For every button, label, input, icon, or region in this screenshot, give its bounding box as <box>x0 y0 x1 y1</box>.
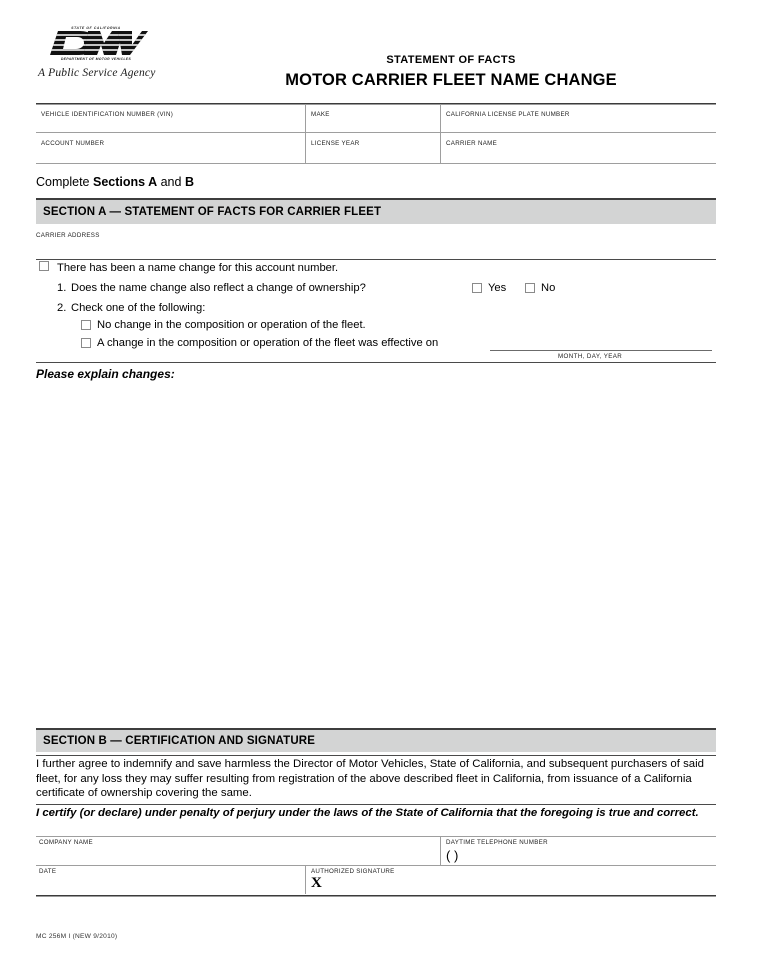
textarea-explain-changes[interactable] <box>38 386 718 716</box>
form-number-footer: MC 256M I (NEW 9/2010) <box>36 933 118 940</box>
title-block <box>186 54 716 90</box>
input-company-name[interactable] <box>39 848 438 863</box>
label-composition-change: A change in the composition or operation of the fleet was effective on <box>97 337 439 349</box>
logo-department-text: DEPARTMENT OF MOTOR VEHICLES <box>60 57 132 61</box>
label-plate: CALIFORNIA LICENSE PLATE NUMBER <box>446 111 570 118</box>
effective-date-underline <box>490 350 712 351</box>
input-effective-date[interactable] <box>492 336 714 351</box>
input-vin[interactable] <box>41 119 303 133</box>
signature-table-rule-mid <box>36 865 716 866</box>
section-b-rule-mid <box>36 804 716 805</box>
instruction-middle: and <box>157 175 185 189</box>
label-month-day-year: MONTH, DAY, YEAR <box>558 353 623 360</box>
input-date[interactable] <box>39 877 303 893</box>
input-make[interactable] <box>311 119 439 133</box>
instruction-bold-b: B <box>184 175 194 189</box>
label-no: No <box>541 282 556 294</box>
label-company-name: COMPANY NAME <box>39 839 93 846</box>
input-carrier-name[interactable] <box>446 148 714 162</box>
input-license-year[interactable] <box>311 148 439 162</box>
label-carrier-name: CARRIER NAME <box>446 140 498 147</box>
form-subtitle: STATEMENT OF FACTS <box>386 54 516 66</box>
logo-state-text: STATE OF CALIFORNIA <box>70 26 122 30</box>
section-b-paragraph: I further agree to indemnify and save harmless the Director of Motor Vehicles, State of California, and subsequent purchasers of said fleet, for any loss they may suffer resulting from registration of the above described fleet in California, from issuance of a California certificate of ownership covering the same. <box>36 758 704 800</box>
instruction-prefix: Complete <box>36 175 93 189</box>
section-a-band <box>36 198 716 224</box>
section-b-band <box>36 728 716 752</box>
table-divider-2 <box>440 104 441 164</box>
checkbox-ownership-no[interactable] <box>525 283 535 293</box>
dmv-wordmark-icon <box>44 30 148 56</box>
instruction-complete-sections <box>36 175 194 189</box>
section-b-rule-top <box>36 755 716 756</box>
form-title: MOTOR CARRIER FLEET NAME CHANGE <box>285 71 617 89</box>
item-2-instruction: Check one of the following: <box>71 302 206 314</box>
section-b-title: SECTION B — CERTIFICATION AND SIGNATURE <box>43 735 316 747</box>
label-make: MAKE <box>311 111 330 118</box>
label-no-composition-change: No change in the composition or operation of the fleet. <box>97 319 366 331</box>
input-daytime-telephone[interactable] <box>490 849 712 864</box>
label-explain-changes: Please explain changes: <box>36 367 175 381</box>
signature-table-rule-bottom <box>36 895 716 897</box>
phone-paren-prefix: ( ) <box>446 848 459 863</box>
input-account-number[interactable] <box>41 148 303 162</box>
item-2-number: 2. <box>57 302 67 314</box>
input-plate[interactable] <box>446 119 714 133</box>
instruction-bold-sections-a: Sections A <box>92 175 158 189</box>
checkbox-ownership-yes[interactable] <box>472 283 482 293</box>
input-authorized-signature[interactable] <box>325 877 712 893</box>
input-carrier-address[interactable] <box>38 241 712 256</box>
label-carrier-address: CARRIER ADDRESS <box>36 232 100 239</box>
checkbox-no-composition-change[interactable] <box>81 320 91 330</box>
dmv-logo <box>36 26 166 79</box>
label-license-year: LICENSE YEAR <box>311 140 360 147</box>
label-vin: VEHICLE IDENTIFICATION NUMBER (VIN) <box>41 111 174 118</box>
item-1-question: Does the name change also reflect a change of ownership? <box>71 282 366 294</box>
section-b-certification: I certify (or declare) under penalty of perjury under the laws of the State of California that the foregoing is true and correct. <box>36 807 699 819</box>
section-a-rule-bottom <box>36 362 716 363</box>
label-authorized-signature: AUTHORIZED SIGNATURE <box>311 868 395 875</box>
label-account-number: ACCOUNT NUMBER <box>41 140 105 147</box>
checkbox-composition-change[interactable] <box>81 338 91 348</box>
signature-divider-2 <box>305 866 306 894</box>
signature-table-rule-top <box>36 836 716 837</box>
logo-tagline: A Public Service Agency <box>38 67 156 79</box>
section-a-rule-top <box>36 259 716 260</box>
table-mid-rule <box>36 132 716 133</box>
item-1-number: 1. <box>57 282 67 294</box>
label-date: DATE <box>39 868 57 875</box>
label-daytime-telephone: DAYTIME TELEPHONE NUMBER <box>446 839 548 846</box>
form-header <box>36 26 716 98</box>
section-a-title: SECTION A — STATEMENT OF FACTS FOR CARRIER FLEET <box>43 206 382 218</box>
table-divider-1 <box>305 104 306 164</box>
signature-divider-1 <box>440 837 441 865</box>
label-name-change: There has been a name change for this account number. <box>57 262 339 274</box>
checkbox-name-change[interactable] <box>39 261 49 271</box>
label-yes: Yes <box>488 282 507 294</box>
table-bottom-rule <box>36 163 716 164</box>
signature-x-marker: X <box>311 875 322 891</box>
table-top-rule <box>36 103 716 105</box>
